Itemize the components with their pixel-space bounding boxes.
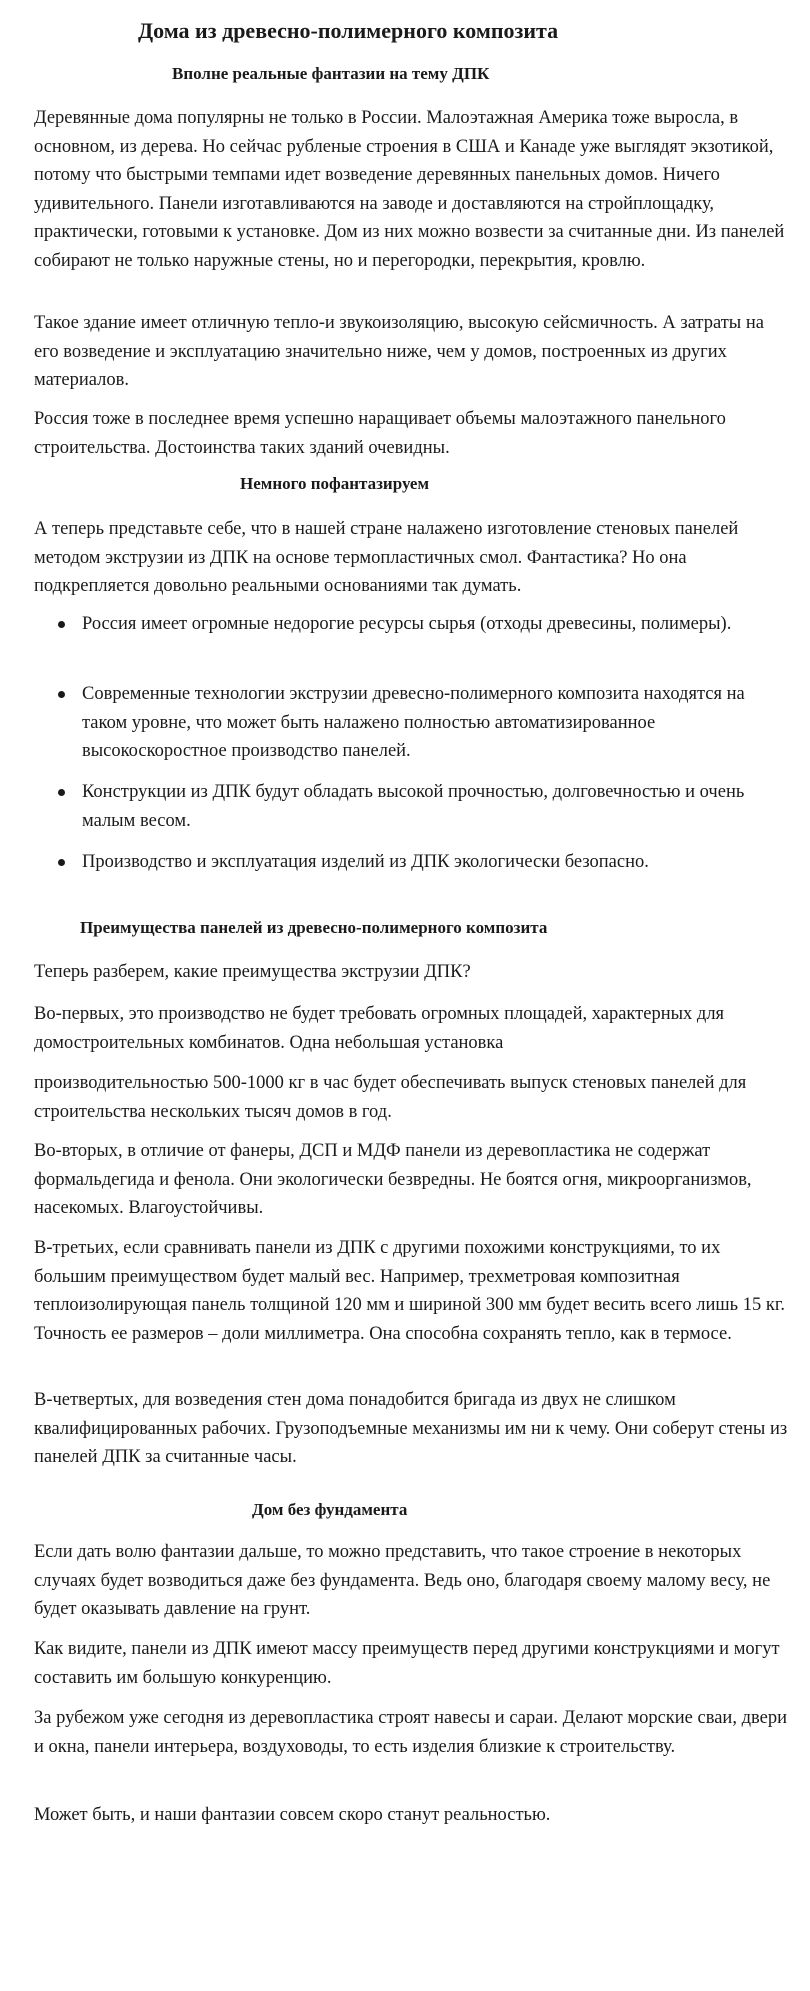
bullet-icon [58,789,65,796]
foundation-paragraph-1: Если дать волю фантазии дальше, то можно представить, что такое строение в некоторых случаях будет возводиться даже без фундамента. Ведь оно, благодаря своему малому весу, не будет оказывать давление на грунт. [34,1542,771,1619]
list-item [82,680,782,766]
list-item-text: Россия имеет огромные недорогие ресурсы сырья (отходы древесины, полимеры). [82,614,732,634]
intro-paragraph-2: Такое здание имеет отличную тепло-и звукоизоляцию, высокую сейсмичность. А затраты на его возведение и эксплуатацию значительно ниже, чем у домов, построенных из других материалов. [34,313,764,390]
intro-paragraph-3: Россия тоже в последнее время успешно наращивает объемы малоэтажного панельного строительства. Достоинства таких зданий очевидны. [34,409,726,458]
page-subtitle: Вполне реальные фантазии на тему ДПК [172,64,490,83]
list-item [82,848,782,877]
advantages-paragraph-2: Во-первых, это производство не будет требовать огромных площадей, характерных для домостроительных комбинатов. Одна небольшая установка [34,1004,725,1053]
foundation-paragraph-4: Может быть, и наши фантазии совсем скоро станут реальностью. [34,1805,551,1825]
advantages-paragraph-1: Теперь разберем, какие преимущества экструзии ДПК? [34,962,471,982]
bullet-icon [58,859,65,866]
advantages-paragraph-6: В-четвертых, для возведения стен дома понадобится бригада из двух не слишком квалифицированных рабочих. Грузоподъемные механизмы им ни к чему. Они соберут стены из панелей ДПК за считанные часы. [34,1390,788,1467]
foundation-paragraph-3: За рубежом уже сегодня из деревопластика строят навесы и сараи. Делают морские сваи, двери и окна, панели интерьера, воздуховоды, то есть изделия близкие к строительству. [34,1708,787,1757]
bullet-icon [58,691,65,698]
bullet-icon [58,621,65,628]
list-item [82,610,782,639]
fantasy-paragraph: А теперь представьте себе, что в нашей стране налажено изготовление стеновых панелей методом экструзии из ДПК на основе термопластичных смол. Фантастика? Но она подкрепляется довольно реальными основаниями так думать. [34,519,739,596]
section-heading-advantages: Преимущества панелей из древесно-полимерного композита [80,918,548,937]
advantages-paragraph-5: В-третьих, если сравнивать панели из ДПК с другими похожими конструкциями, то их большим преимуществом будет малый вес. Например, трехметровая композитная теплоизолирующая панель толщиной 120 мм и шириной 300 мм будет весить всего лишь 15 кг. Точность ее размеров – доли миллиметра. Она способна сохранять тепло, как в термосе. [34,1238,785,1344]
advantages-paragraph-3: производительностью 500-1000 кг в час будет обеспечивать выпуск стеновых панелей для строительства нескольких тысяч домов в год. [34,1073,747,1122]
list-item-text: Производство и эксплуатация изделий из ДПК экологически безопасно. [82,852,649,872]
list-item-text: Конструкции из ДПК будут обладать высокой прочностью, долговечностью и очень малым весом. [82,782,745,831]
list-item-text: Современные технологии экструзии древесно-полимерного композита находятся на таком уровне, что может быть налажено полностью автоматизированное высокоскоростное производство панелей. [82,684,745,761]
page-title: Дома из древесно-полимерного композита [138,18,559,43]
advantages-paragraph-4: Во-вторых, в отличие от фанеры, ДСП и МДФ панели из деревопластика не содержат формальдегида и фенола. Они экологически безвредны. Не боятся огня, микроорганизмов, насекомых. Влагоустойчивы. [34,1141,752,1218]
section-heading-foundation: Дом без фундамента [252,1500,408,1519]
foundation-paragraph-2: Как видите, панели из ДПК имеют массу преимуществ перед другими конструкциями и могут составить им большую конкуренцию. [34,1639,780,1688]
section-heading-fantasy: Немного пофантазируем [240,474,430,493]
intro-paragraph-1: Деревянные дома популярны не только в России. Малоэтажная Америка тоже выросла, в основном, из дерева. Но сейчас рубленые строения в США и Канаде уже выглядят экзотикой, потому что быстрыми темпами идет возведение деревянных панельных домов. Ничего удивительного. Панели изготавливаются на заводе и доставляются на стройплощадку, практически, готовыми к установке. Дом из них можно возвести за считанные дни. Из панелей собирают не только наружные стены, но и перегородки, перекрытия, кровлю. [34,108,785,271]
list-item [82,778,782,835]
